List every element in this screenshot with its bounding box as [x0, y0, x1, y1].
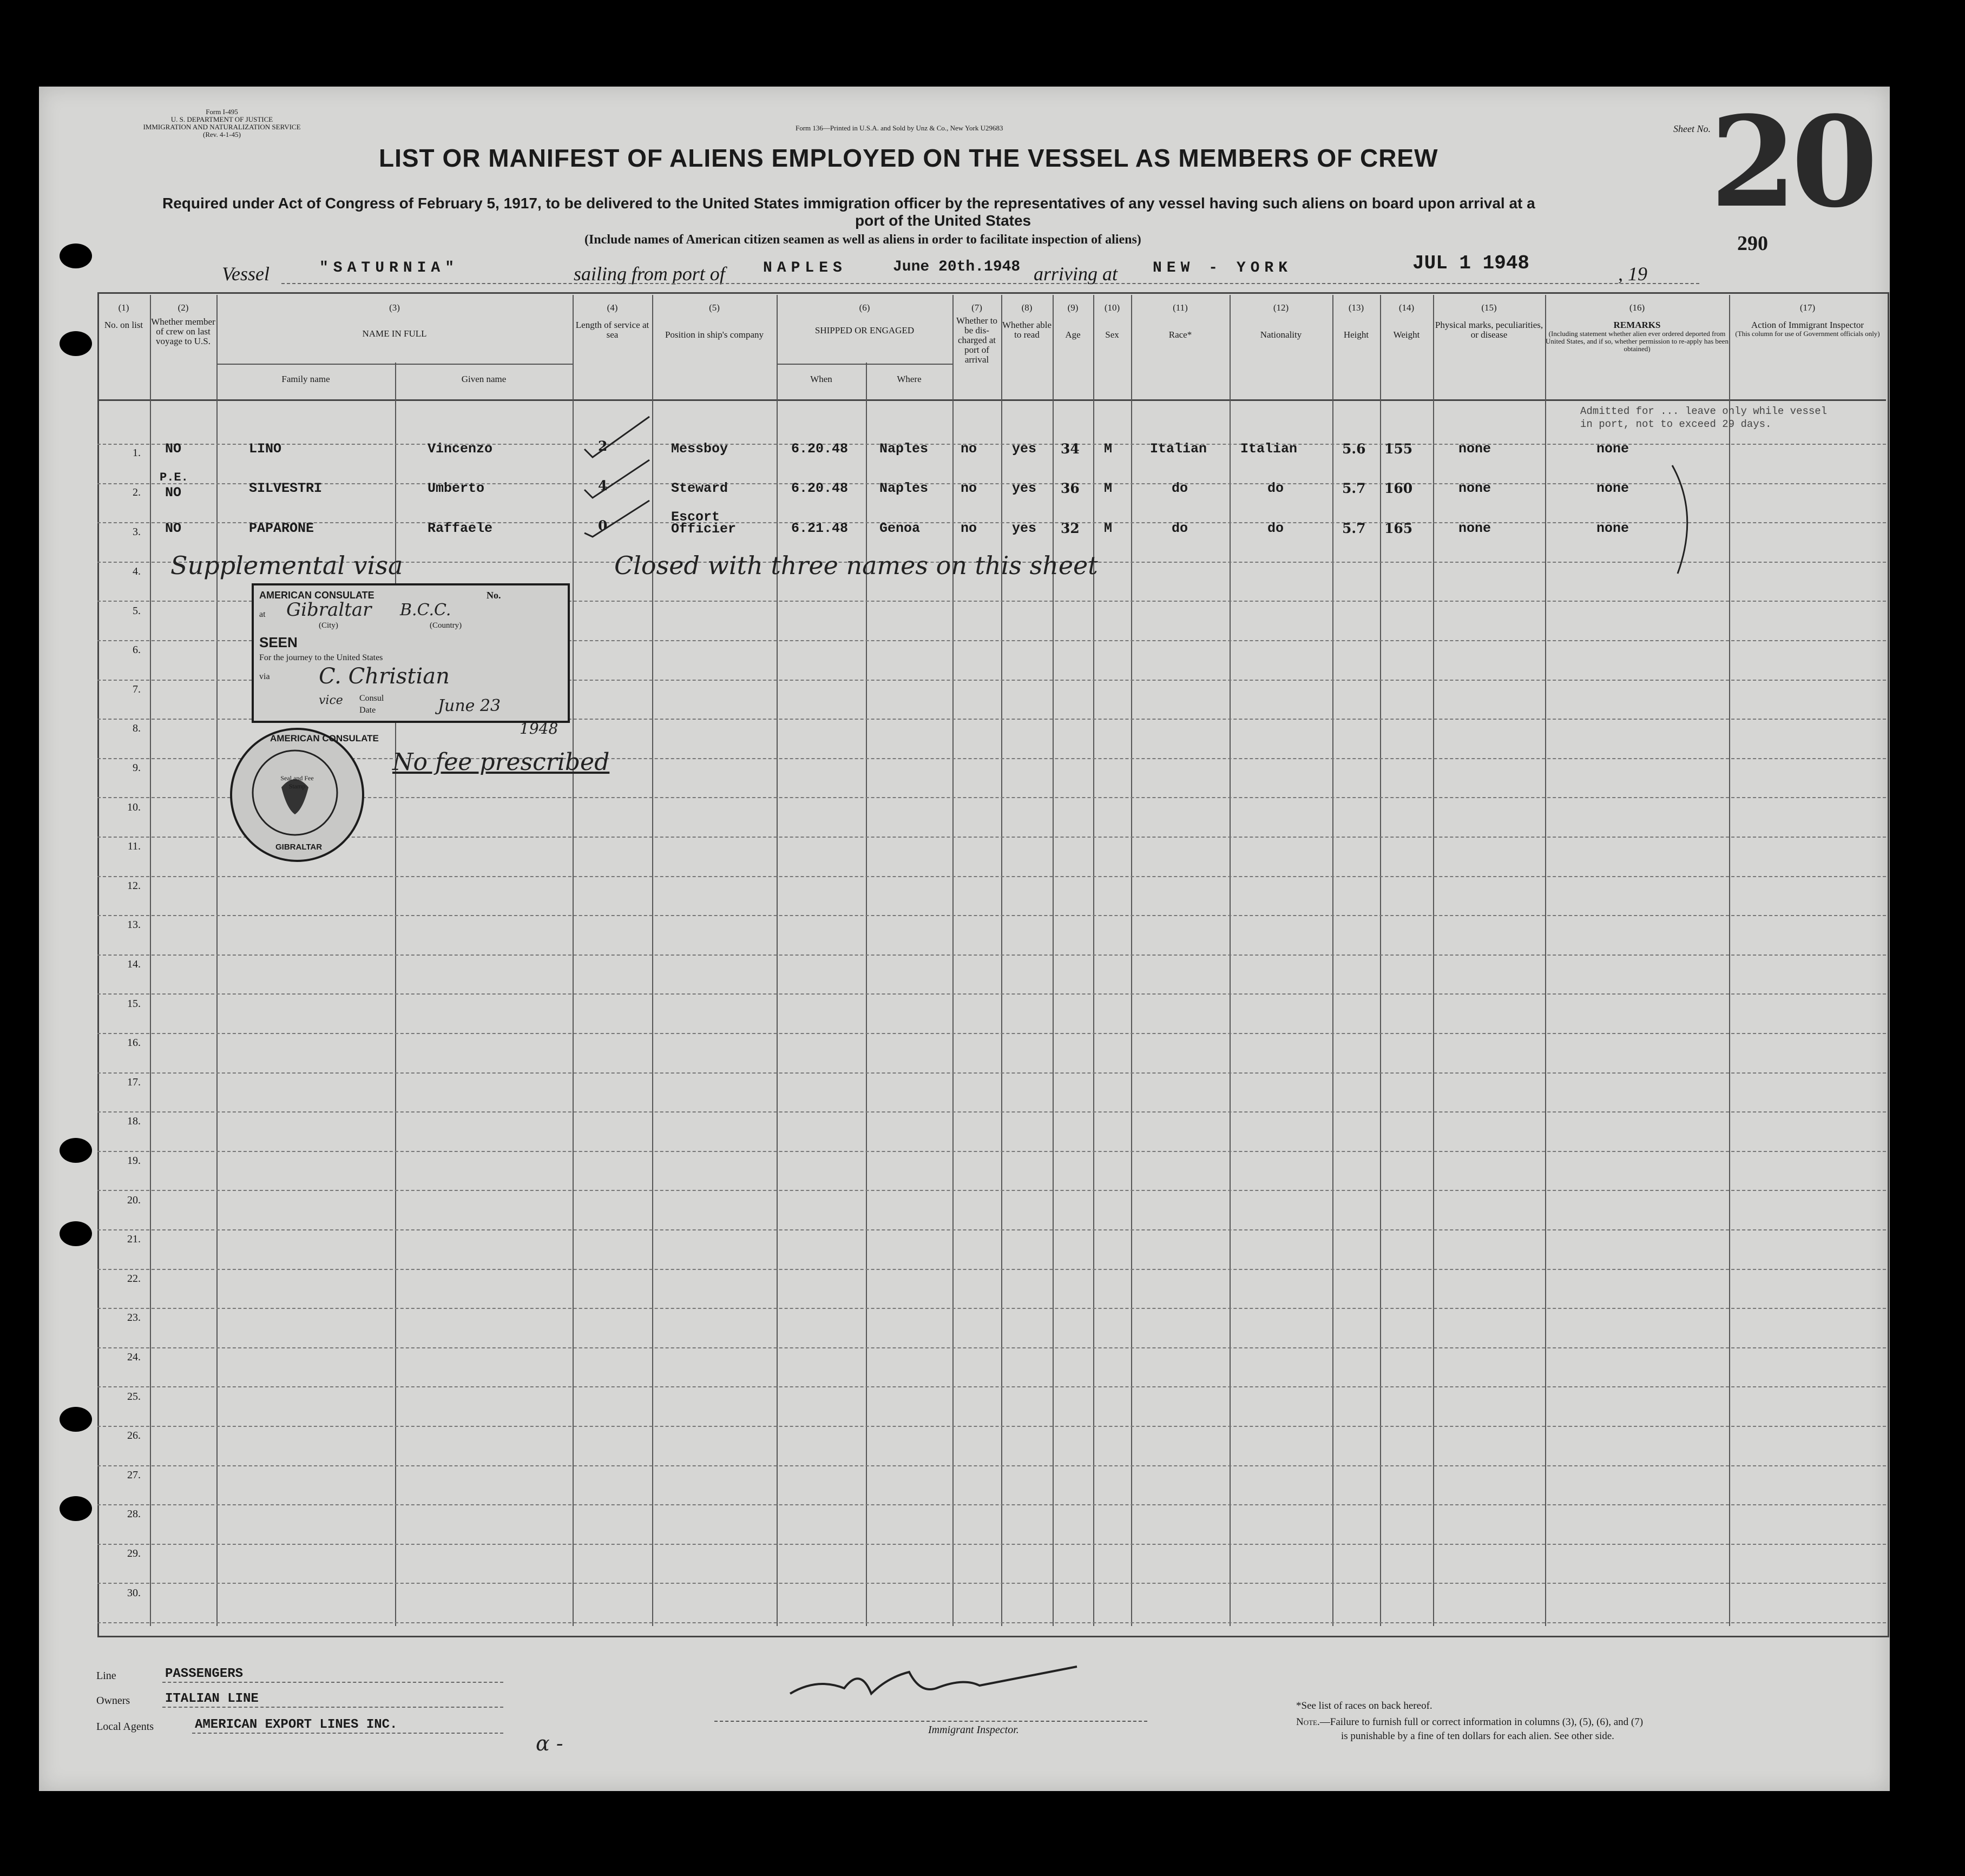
row-number: 3.	[133, 526, 141, 538]
year-prefix: , 19	[1618, 263, 1647, 285]
row-rule	[97, 797, 1886, 798]
col-where: Where	[897, 374, 922, 384]
note-line2: is punishable by a fine of ten dollars for each alien. See other side.	[1341, 1730, 1614, 1742]
col-given-name: Given name	[461, 374, 507, 384]
row-rule	[97, 1111, 1886, 1113]
row-number: 9.	[133, 762, 141, 774]
row1-sex: M	[1104, 441, 1113, 457]
department-name: U. S. DEPARTMENT OF JUSTICE	[170, 115, 273, 123]
note-line1: Note.—Failure to furnish full or correct information in columns (3), (5), (6), and (7)	[1296, 1716, 1644, 1728]
vessel-underline	[281, 283, 1699, 284]
col-race: (11) Race*	[1168, 302, 1192, 340]
row-rule	[97, 758, 1886, 759]
punch-hole	[60, 243, 92, 268]
row2-member-note: P.E.	[160, 471, 188, 484]
row3-member: NO	[165, 521, 182, 536]
row-number: 30.	[127, 1587, 141, 1599]
row-rule	[97, 1544, 1886, 1545]
printer-line: Form 136—Printed in U.S.A. and Sold by Unz & Co., New York U29683	[796, 124, 1003, 132]
row3-family: PAPARONE	[249, 521, 314, 536]
row-number: 10.	[127, 801, 141, 813]
row2-marks: none	[1458, 480, 1491, 496]
row-number: 13.	[127, 919, 141, 931]
row-rule	[97, 1622, 1886, 1623]
departure-date: June 20th.1948	[893, 259, 1021, 275]
row3-sex: M	[1104, 521, 1113, 536]
row-number: 27.	[127, 1469, 141, 1481]
row1-race: Italian	[1150, 441, 1207, 457]
row1-weight: 155	[1384, 441, 1413, 457]
row2-height: 5.7	[1342, 480, 1366, 496]
stamp-number: 290	[1737, 232, 1768, 255]
subtitle-line1: Required under Act of Congress of February 5, 1917, to be delivered to the United States immigration officer by the representatives of any vessel having such aliens on board upon arrival at a	[162, 195, 1535, 212]
row3-remarks: none	[1596, 521, 1629, 536]
col-member: (2) Whether member of crew on last voyage to U.S.	[151, 302, 215, 346]
punch-hole	[60, 1138, 92, 1163]
row-number: 23.	[127, 1312, 141, 1324]
row2-when: 6.20.48	[791, 480, 849, 496]
row-number: 6.	[133, 644, 141, 656]
arrival-date: JUL 1 1948	[1412, 252, 1530, 274]
sheet-number: 20	[1710, 89, 1873, 235]
col-no: (1) No. on list	[104, 302, 143, 330]
footer-agents-label: Local Agents	[96, 1721, 154, 1733]
row1-discharged: no	[961, 441, 977, 457]
service-name: IMMIGRATION AND NATURALIZATION SERVICE	[143, 123, 301, 131]
form-revision: (Rev. 4-1-45)	[203, 130, 241, 139]
row3-when: 6.21.48	[791, 521, 849, 536]
footer-owners-label: Owners	[96, 1695, 130, 1707]
row1-height: 5.6	[1342, 441, 1366, 457]
handwritten-initial: α -	[536, 1732, 563, 1755]
footer-line-value: PASSENGERS	[165, 1667, 244, 1681]
row-rule	[97, 1386, 1886, 1387]
handwritten-no-fee: No fee prescribed	[392, 748, 610, 776]
row2-race: do	[1172, 480, 1188, 496]
row-number: 8.	[133, 722, 141, 734]
row-rule	[97, 837, 1886, 838]
row-rule	[97, 955, 1886, 956]
row2-discharged: no	[961, 480, 977, 496]
remarks-typed-note: Admitted for ... leave only while vessel in port, not to exceed 29 days.	[1580, 405, 1828, 430]
punch-hole	[60, 1496, 92, 1521]
row3-race: do	[1172, 521, 1188, 536]
row1-position: Messboy	[671, 441, 728, 457]
port: NAPLES	[763, 260, 847, 277]
row-rule	[97, 1465, 1886, 1466]
row2-read: yes	[1012, 480, 1037, 496]
row-rule	[97, 1426, 1886, 1427]
row-number: 29.	[127, 1548, 141, 1559]
inspector-signature	[785, 1656, 1088, 1721]
col-read: (8) Whether able to read	[1002, 302, 1052, 340]
row1-remarks: none	[1596, 441, 1629, 457]
col-position: (5) Position in ship's company	[665, 302, 764, 340]
punch-hole	[60, 1221, 92, 1246]
row-rule	[97, 1504, 1886, 1505]
col-action: (17) Action of Immigrant Inspector (This column for use of Government officials only)	[1735, 302, 1880, 338]
punch-hole	[60, 331, 92, 356]
col-sex: (10) Sex	[1104, 302, 1120, 340]
row-number: 12.	[127, 880, 141, 892]
row-number: 22.	[127, 1273, 141, 1285]
row2-where: Naples	[879, 480, 929, 496]
col-remarks: (16) REMARKS (Including statement whether alien ever ordered deported from United States, and if so, whether permission to re-apply has been obtained)	[1546, 302, 1729, 353]
seal-emblem-icon	[230, 728, 360, 858]
row2-family: SILVESTRI	[249, 480, 323, 496]
header-divider	[97, 399, 1886, 401]
row-number: 15.	[127, 998, 141, 1010]
row1-service: 2	[598, 438, 608, 454]
vessel-name: "SATURNIA"	[319, 260, 459, 277]
row2-member: NO	[165, 485, 182, 501]
col-service: (4) Length of service at sea	[575, 302, 649, 340]
col-name: (3) NAME IN FULL	[362, 302, 427, 339]
row-number: 4.	[133, 565, 141, 577]
row-number: 25.	[127, 1391, 141, 1403]
row3-marks: none	[1458, 521, 1491, 536]
row3-service: 0	[598, 518, 608, 534]
sheet-label: Sheet No.	[1673, 123, 1711, 134]
subtitle-line3: (Include names of American citizen seamen as well as aliens in order to facilitate inspection of aliens)	[584, 233, 1141, 247]
col-age: (9) Age	[1065, 302, 1081, 340]
punch-hole	[60, 1407, 92, 1432]
col-weight: (14) Weight	[1393, 302, 1420, 340]
footer-line-label: Line	[96, 1670, 116, 1682]
consulate-stamp: AMERICAN CONSULATE No. at Gibraltar B.C.C. (City) (Country) SEEN For the journey to the United States via C. Christian vice Consul Date June 23	[252, 583, 570, 723]
row-number: 18.	[127, 1115, 141, 1127]
row-number: 24.	[127, 1351, 141, 1363]
footer-agents-value: AMERICAN EXPORT LINES INC.	[195, 1717, 398, 1732]
row-number: 17.	[127, 1076, 141, 1088]
row1-age: 34	[1061, 441, 1080, 457]
col-discharged: (7) Whether to be dis-charged at port of arrival	[956, 302, 997, 365]
row2-sex: M	[1104, 480, 1113, 496]
row-rule	[97, 1583, 1886, 1584]
row2-position: Steward	[671, 480, 728, 496]
row-number: 5.	[133, 605, 141, 617]
row3-given: Raffaele	[428, 521, 493, 536]
row-number: 1.	[133, 447, 141, 459]
row2-remarks: none	[1596, 480, 1629, 496]
row-number: 26.	[127, 1430, 141, 1441]
races-note: *See list of races on back hereof.	[1296, 1700, 1432, 1712]
stamp-year: 1948	[520, 720, 558, 738]
col-height: (13) Height	[1343, 302, 1369, 340]
handwritten-supplemental-visa: Supplemental visa	[170, 551, 403, 580]
check-marks	[574, 411, 660, 541]
row-number: 20.	[127, 1194, 141, 1206]
row2-given: Umberto	[428, 480, 485, 496]
vessel-label: Vessel	[222, 263, 270, 285]
row1-where: Naples	[879, 441, 929, 457]
handwritten-closed-note: Closed with three names on this sheet	[614, 551, 1098, 580]
row1-given: Vincenzo	[428, 441, 493, 457]
consulate-seal: AMERICAN CONSULATE Seal and Fee Stamp GIBRALTAR	[230, 728, 364, 862]
row-number: 14.	[127, 958, 141, 970]
inspector-label: Immigrant Inspector.	[928, 1724, 1019, 1736]
col-nationality: (12) Nationality	[1260, 302, 1302, 340]
row1-nationality: Italian	[1240, 441, 1298, 457]
footer-owners-value: ITALIAN LINE	[165, 1691, 259, 1706]
row3-where: Genoa	[879, 521, 921, 536]
row3-age: 32	[1061, 521, 1080, 536]
row3-discharged: no	[961, 521, 977, 536]
row2-nationality: do	[1267, 480, 1284, 496]
row-rule	[97, 1347, 1886, 1348]
arriving-label: arriving at	[1034, 263, 1118, 285]
row3-position: Escort Officier	[671, 509, 737, 537]
row1-family: LINO	[249, 441, 282, 457]
sailing-label: sailing from port of	[574, 263, 725, 285]
row-number: 21.	[127, 1233, 141, 1245]
form-number: Form I-495	[206, 108, 238, 116]
subtitle-line2: port of the United States	[855, 212, 1031, 229]
row3-weight: 165	[1384, 521, 1413, 536]
bracket-mark	[1667, 460, 1710, 579]
col-marks: (15) Physical marks, peculiarities, or disease	[1435, 302, 1543, 340]
col-family-name: Family name	[281, 374, 330, 384]
row-number: 2.	[133, 486, 141, 498]
row2-weight: 160	[1384, 480, 1413, 496]
row-rule	[97, 993, 1886, 995]
row-number: 16.	[127, 1037, 141, 1049]
row2-service: 4	[598, 478, 608, 493]
row1-read: yes	[1012, 441, 1037, 457]
row2-age: 36	[1061, 480, 1080, 496]
page-title: LIST OR MANIFEST OF ALIENS EMPLOYED ON THE VESSEL AS MEMBERS OF CREW	[379, 144, 1438, 172]
row-rule	[97, 1269, 1886, 1270]
row3-read: yes	[1012, 521, 1037, 536]
row-rule	[97, 876, 1886, 877]
col-shipped: (6) SHIPPED OR ENGAGED	[814, 302, 915, 335]
row3-nationality: do	[1267, 521, 1284, 536]
row-number: 11.	[127, 840, 141, 852]
col-when: When	[810, 374, 832, 384]
row-rule	[97, 1229, 1886, 1230]
row-rule	[97, 1151, 1886, 1152]
row-rule	[97, 915, 1886, 916]
row-rule	[97, 1072, 1886, 1074]
row-number: 19.	[127, 1155, 141, 1167]
row-rule	[97, 1033, 1886, 1034]
row1-member: NO	[165, 441, 182, 457]
arrival-port: NEW - YORK	[1153, 260, 1293, 277]
row-number: 7.	[133, 683, 141, 695]
row1-marks: none	[1458, 441, 1491, 457]
row-rule	[97, 1308, 1886, 1309]
row-number: 28.	[127, 1508, 141, 1520]
row-rule	[97, 1190, 1886, 1191]
row1-when: 6.20.48	[791, 441, 849, 457]
row3-height: 5.7	[1342, 521, 1366, 536]
